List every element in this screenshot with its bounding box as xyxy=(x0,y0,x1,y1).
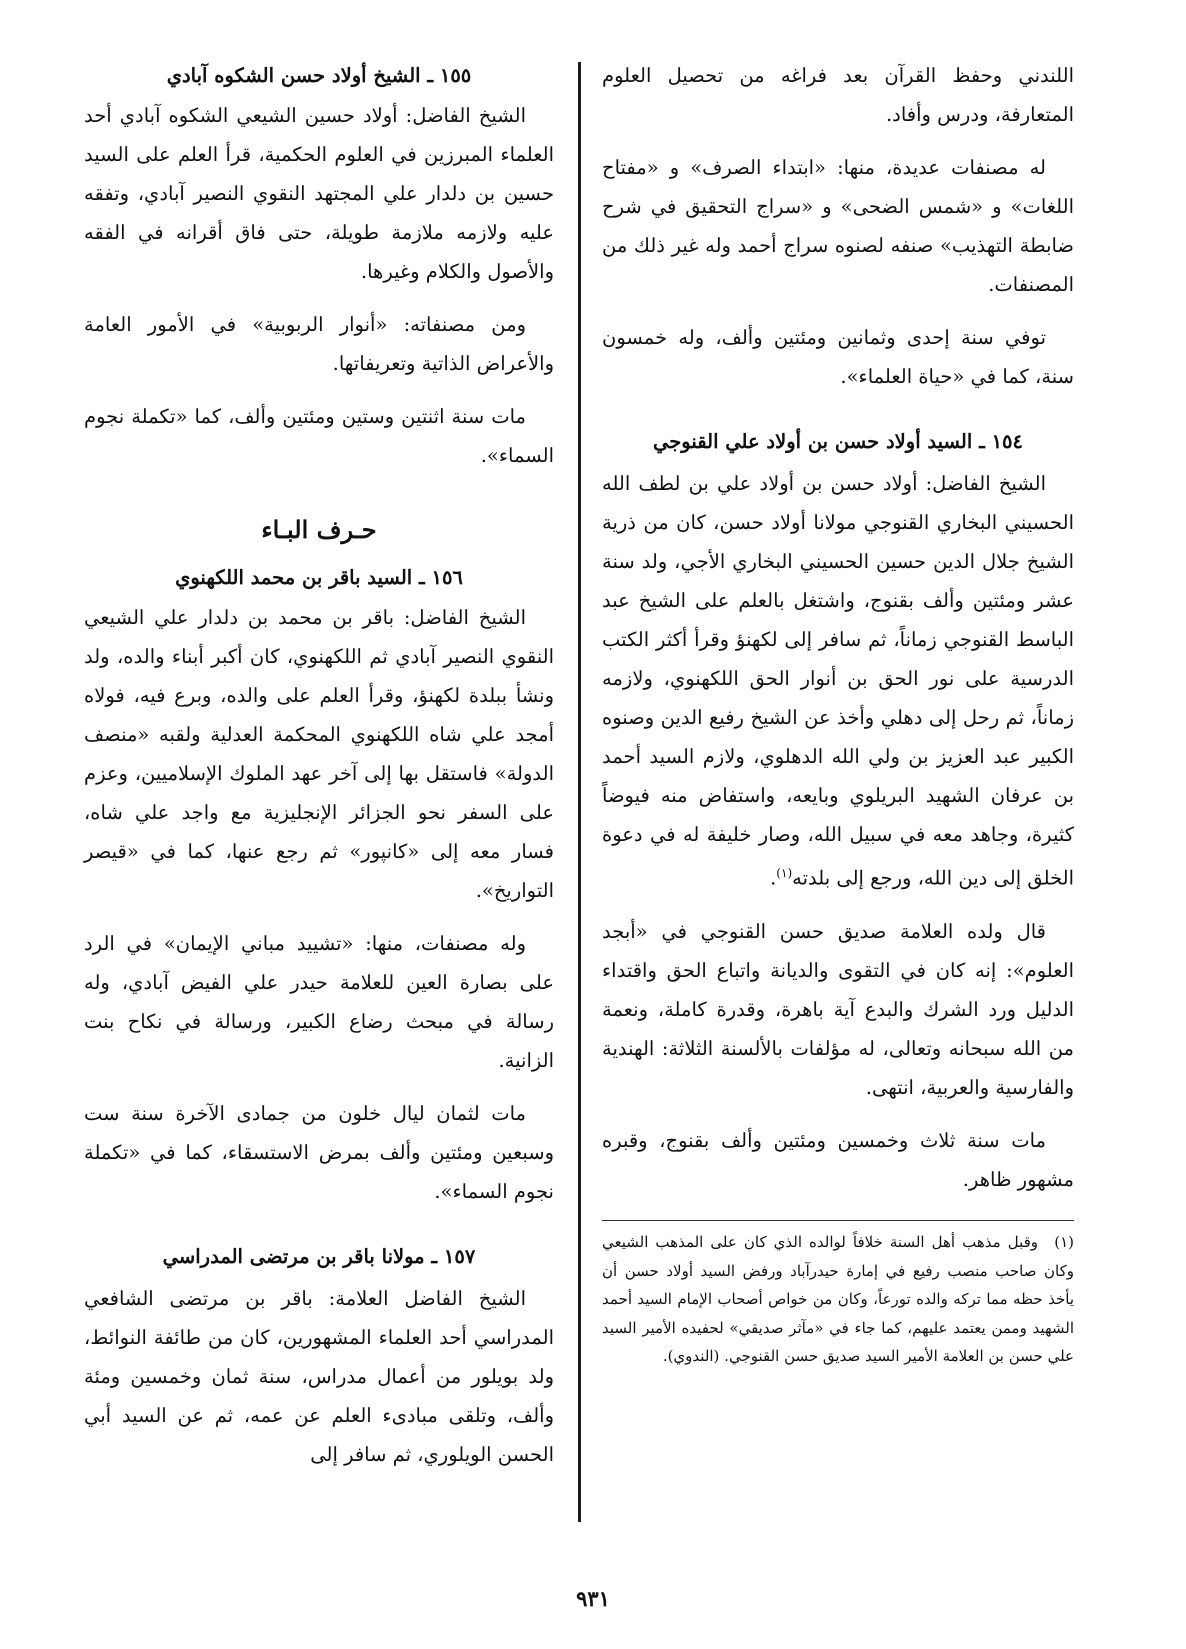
footnote-ref[interactable]: (١) xyxy=(776,866,793,880)
column-divider xyxy=(578,62,581,1522)
page-number: ٩٣١ xyxy=(576,1586,610,1611)
entry-155-works: ومن مصنفاته: «أنوار الربوبية» في الأمور العامة والأعراض الذاتية وتعريفاتها. xyxy=(84,313,554,375)
entry-154-heading: ١٥٤ ـ السيد أولاد حسن بن أولاد علي القنوجي xyxy=(653,430,1023,453)
works-paragraph: له مصنفات عديدة، منها: «ابتداء الصرف» و «مفتاح اللغات» و «شمس الضحى» و «سراج التحقيق في شرح ضابطة التهذيب» صنفه لصنوه سراج أحمد وله غير ذلك من المصنفات. xyxy=(602,156,1074,296)
entry-154-quote: قال ولده العلامة صديق حسن القنوجي في «أبجد العلوم»: إنه كان في التقوى والديانة واتباع الحق واقتداء الدليل ورد الشرك والبدع آية باهرة، وقدرة كاملة، ونعمة من الله سبحانه وتعالى، له مؤلفات بالألسنة الثلاثة: الهندية والفارسية والعربية، انتهى. xyxy=(602,919,1074,1099)
entry-156-works: وله مصنفات، منها: «تشييد مباني الإيمان» في الرد على بصارة العين للعلامة حيدر علي الفيض آبادي، وله رسالة في مبحث رضاع الكبير، ورسالة في نكاح بنت الزانية. xyxy=(84,932,554,1072)
entry-154-bio-text: الشيخ الفاضل: أولاد حسن بن أولاد علي بن لطف الله الحسيني البخاري القنوجي مولانا أولاد حسن، كان من ذرية الشيخ جلال الدين حسين الحسيني البخاري الأجي، ولد سنة عشر ومئتين وألف بقنوج، واشتغل بالعلم على الشيخ عبد الباسط القنوجي زماناً، ثم سافر إلى لكهنؤ وقرأ أكثر الكتب الدرسية على نور الحق بن أنوار الحق اللكهنوي، ولازمه زماناً، ثم رحل إلى دهلي وأخذ عن الشيخ رفيع الدين وصنوه الكبير عبد العزيز بن ولي الله الدهلوي، ولازم السيد أحمد بن عرفان الشهيد البريلوي وبايعه، واستفاض منه فيوضاً كثيرة، وجاهد معه في سبيل الله، وصار خليفة له في دعوة الخلق إلى دين الله، ورجع إلى بلدته xyxy=(602,472,1074,890)
footnote-text xyxy=(602,1228,1074,1371)
section-title: حـرف البـاء xyxy=(261,515,377,544)
entry-156-heading: ١٥٦ ـ السيد باقر بن محمد اللكهنوي xyxy=(175,566,463,589)
entry-154-bio-end: . xyxy=(770,866,777,890)
footnote xyxy=(602,1228,1074,1371)
footnote-rule xyxy=(602,1220,1074,1221)
entry-155-death: مات سنة اثنتين وستين ومئتين وألف، كما «تكملة نجوم السماء». xyxy=(84,405,554,467)
continued-paragraph: اللندني وحفظ القرآن بعد فراغه من تحصيل العلوم المتعارفة، ودرس وأفاد. xyxy=(602,64,1074,126)
entry-154-bio xyxy=(602,464,1074,898)
footnote-number: (١) xyxy=(1054,1233,1074,1251)
right-column xyxy=(602,56,1074,1199)
entry-157-heading: ١٥٧ ـ مولانا باقر بن مرتضى المدراسي xyxy=(162,1245,476,1268)
entry-154-death: مات سنة ثلاث وخمسين ومئتين وألف بقنوج، وقبره مشهور ظاهر. xyxy=(602,1128,1074,1191)
footnote-body: وقبل مذهب أهل السنة خلافاً لوالده الذي كان على المذهب الشيعي وكان صاحب منصب رفيع في إمارة حيدرآباد ورفض السيد أولاد حسن أن يأخذ حظه مما تركه والده تورعاً، وكان من خواص أصحاب الإمام السيد أحمد الشهيد وممن يعتمد عليهم، كما جاء في «مآثر صديقي» لحفيده الأمير السيد علي حسن بن العلامة الأمير السيد صديق حسن القنوجي. (الندوي). xyxy=(602,1233,1074,1365)
entry-156-death: مات لثمان ليال خلون من جمادى الآخرة سنة ست وسبعين ومئتين وألف بمرض الاستسقاء، كما في «تكملة نجوم السماء». xyxy=(84,1102,554,1203)
death-paragraph: توفي سنة إحدى وثمانين ومئتين وألف، وله خمسون سنة، كما في «حياة العلماء». xyxy=(602,326,1074,388)
entry-155-bio: الشيخ الفاضل: أولاد حسين الشيعي الشكوه آبادي أحد العلماء المبرزين في العلوم الحكمية، قرأ العلم على السيد حسين بن دلدار علي المجتهد النقوي النصير آبادي، وتفقه عليه ولازمه ملازمة طويلة، حتى فاق أقرانه في الفقه والأصول والكلام وغيرها. xyxy=(84,104,554,283)
left-column xyxy=(84,56,554,1474)
entry-155-heading: ١٥٥ ـ الشيخ أولاد حسن الشكوه آبادي xyxy=(166,64,472,87)
entry-157-bio: الشيخ الفاضل العلامة: باقر بن مرتضى الشافعي المدراسي أحد العلماء المشهورين، كان من طائفة النوائط، ولد بويلور من أعمال مدراس، سنة ثمان وخمسين ومئة وألف، وتلقى مبادىء العلم عن عمه، ثم عن السيد أبي الحسن الويلوري، ثم سافر إلى xyxy=(84,1287,554,1466)
entry-156-bio: الشيخ الفاضل: باقر بن محمد بن دلدار علي الشيعي النقوي النصير آبادي ثم اللكهنوي، كان أكبر أبناء والده، ولد ونشأ ببلدة لكهنؤ، وقرأ العلم على والده، وبرع فيه، فولاه أمجد علي شاه اللكهنوي المحكمة العدلية ولقبه «منصف الدولة» فاستقل بها إلى آخر عهد الملوك الإسلاميين، وعزم على السفر نحو الجزائر الإنجليزية مع واجد علي شاه، فسار معه إلى «كانپور» ثم رجع عنها، كما في «قيصر التواريخ». xyxy=(84,606,554,902)
